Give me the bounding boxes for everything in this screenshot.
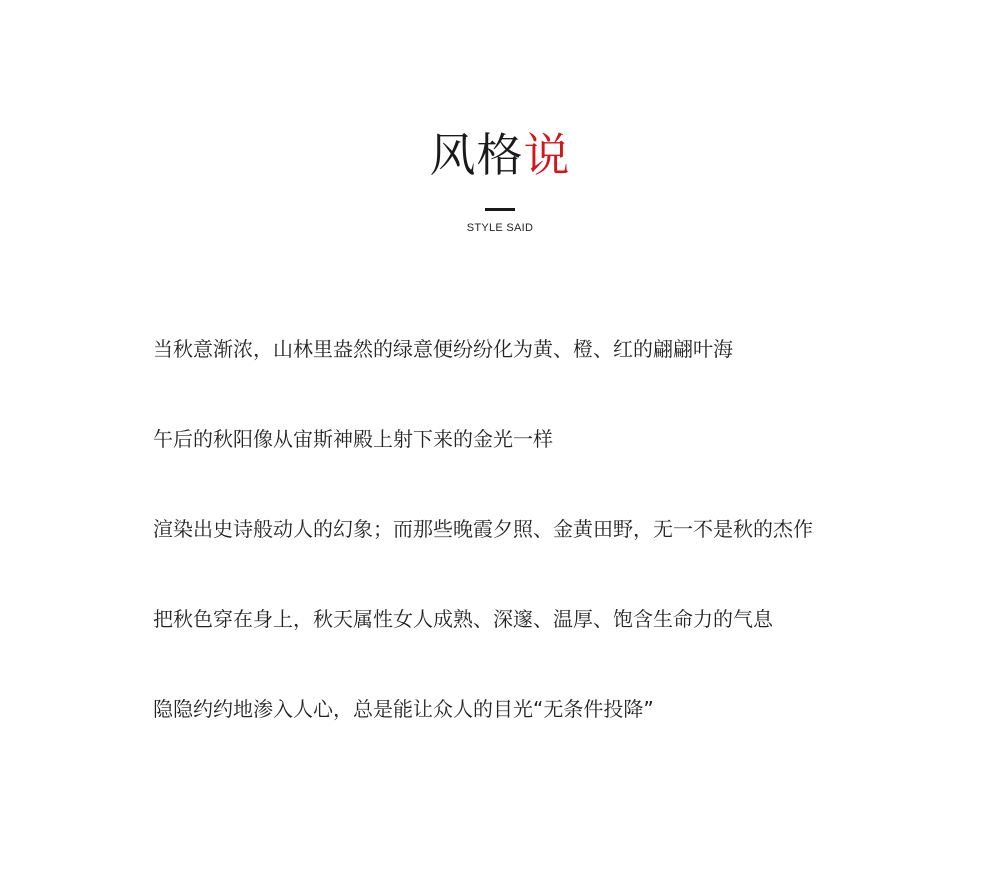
body-text <box>153 335 953 785</box>
title-divider <box>485 208 515 211</box>
text-line: 渲染出史诗般动人的幻象；而那些晚霞夕照、金黄田野，无一不是秋的杰作 <box>153 517 813 541</box>
text-line: 当秋意渐浓，山林里盎然的绿意便纷纷化为黄、橙、红的翩翩叶海 <box>153 337 733 361</box>
title-main: 风格 <box>429 128 524 182</box>
title-accent: 说 <box>523 128 571 182</box>
text-line: 把秋色穿在身上，秋天属性女人成熟、深邃、温厚、饱含生命力的气息 <box>153 607 773 631</box>
text-line: 午后的秋阳像从宙斯神殿上射下来的金光一样 <box>153 427 553 451</box>
text-line: 隐隐约约地渗入人心，总是能让众人的目光“无条件投降” <box>153 697 654 721</box>
page-title <box>0 124 1000 186</box>
section-header <box>0 124 1000 234</box>
page-subtitle: STYLE SAID <box>466 222 534 234</box>
